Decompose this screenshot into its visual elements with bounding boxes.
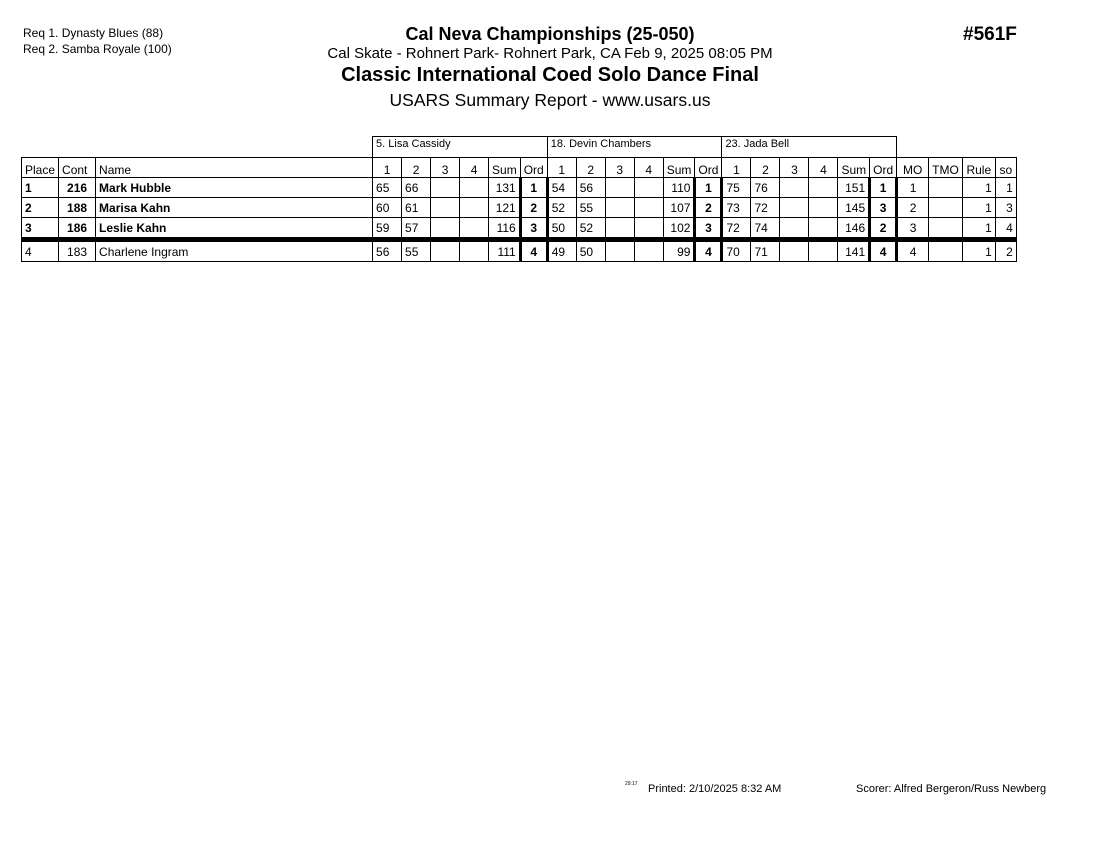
judge-1-mark-3-cell: [431, 198, 460, 218]
judge-2-ord-cell: 1: [695, 178, 722, 198]
venue-date-line: Cal Skate - Rohnert Park- Rohnert Park, CA Feb 9, 2025 08:05 PM: [327, 45, 773, 62]
judge-2-mark-1-cell: 49: [547, 240, 576, 262]
judge-3-mark-1-cell: 73: [722, 198, 751, 218]
judge-3-mark-3-cell: [780, 178, 809, 198]
judge-2-ord-cell: 4: [695, 240, 722, 262]
judge-2-mark-1-cell: 50: [547, 218, 576, 240]
judge-2-mark-2-cell: 50: [576, 240, 605, 262]
judge-3-mark-1-cell: 75: [722, 178, 751, 198]
judge-1-mark-4-cell: [460, 218, 489, 240]
so-cell: 4: [995, 218, 1016, 240]
judges-row: [22, 137, 1017, 158]
tmo-cell: [929, 198, 963, 218]
judge-1-mark-2-header: 2: [402, 158, 431, 178]
rule-cell: 1: [962, 218, 995, 240]
mo-cell: 1: [897, 178, 929, 198]
place-cell: 2: [22, 198, 59, 218]
rule-cell: 1: [962, 178, 995, 198]
so-header: so: [995, 158, 1016, 178]
name-cell: Mark Hubble: [96, 178, 373, 198]
judge-1-ord-cell: 4: [520, 240, 547, 262]
judge-2-mark-3-cell: [605, 198, 634, 218]
judge-1-mark-4-cell: [460, 198, 489, 218]
judge-3-mark-4-cell: [809, 240, 838, 262]
judge-3-mark-3-cell: [780, 198, 809, 218]
judge-3-ord-cell: 1: [870, 178, 897, 198]
judge-1-ord-cell: 2: [520, 198, 547, 218]
so-cell: 2: [995, 240, 1016, 262]
judge-1-mark-3-cell: [431, 218, 460, 240]
tmo-cell: [929, 218, 963, 240]
cont-cell: 188: [59, 198, 96, 218]
judge-1-sum-cell: 121: [489, 198, 521, 218]
judge-3-mark-2-header: 2: [751, 158, 780, 178]
judge-1-sum-header: Sum: [489, 158, 521, 178]
judge-2-sum-cell: 102: [663, 218, 695, 240]
column-header-row: [22, 158, 1017, 178]
judge-3-mark-1-cell: 70: [722, 240, 751, 262]
judge-3-mark-1-header: 1: [722, 158, 751, 178]
judge-3-sum-cell: 146: [838, 218, 870, 240]
judge-3-sum-cell: 151: [838, 178, 870, 198]
cont-header: Cont: [59, 158, 96, 178]
place-header: Place: [22, 158, 59, 178]
judge-1-sum-cell: 111: [489, 240, 521, 262]
judge-2-mark-3-cell: [605, 178, 634, 198]
judge-1-sum-cell: 116: [489, 218, 521, 240]
judge-2-mark-2-cell: 52: [576, 218, 605, 240]
judge-3-mark-1-cell: 72: [722, 218, 751, 240]
tmo-header: TMO: [929, 158, 963, 178]
judge-2-mark-4-cell: [634, 178, 663, 198]
judge-1-mark-2-cell: 57: [402, 218, 431, 240]
judge-3-mark-3-header: 3: [780, 158, 809, 178]
judge-2-mark-3-cell: [605, 218, 634, 240]
tmo-cell: [929, 240, 963, 262]
judge-3-header: 23. Jada Bell: [722, 137, 897, 158]
judge-2-mark-1-cell: 54: [547, 178, 576, 198]
judge-1-mark-3-cell: [431, 178, 460, 198]
judge-2-mark-4-cell: [634, 240, 663, 262]
cont-cell: 216: [59, 178, 96, 198]
judge-3-mark-2-cell: 72: [751, 198, 780, 218]
competition-title: Cal Neva Championships (25-050): [405, 24, 695, 44]
judge-1-mark-2-cell: 55: [402, 240, 431, 262]
judge-3-sum-cell: 141: [838, 240, 870, 262]
judge-1-mark-1-cell: 56: [373, 240, 402, 262]
name-cell: Charlene Ingram: [96, 240, 373, 262]
judge-1-mark-3-cell: [431, 240, 460, 262]
judge-1-mark-2-cell: 61: [402, 198, 431, 218]
judge-2-mark-3-cell: [605, 240, 634, 262]
judge-1-mark-4-header: 4: [460, 158, 489, 178]
mo-header: MO: [897, 158, 929, 178]
judge-2-mark-2-header: 2: [576, 158, 605, 178]
judge-3-ord-cell: 2: [870, 218, 897, 240]
judge-3-mark-2-cell: 71: [751, 240, 780, 262]
judge-2-ord-cell: 3: [695, 218, 722, 240]
judge-2-mark-2-cell: 55: [576, 198, 605, 218]
table-row: [22, 240, 1017, 262]
requirement-1: Req 1. Dynasty Blues (88): [23, 26, 164, 40]
mo-cell: 4: [897, 240, 929, 262]
event-name: Classic International Coed Solo Dance Final: [341, 64, 759, 86]
so-cell: 1: [995, 178, 1016, 198]
judge-1-header: 5. Lisa Cassidy: [373, 137, 548, 158]
judge-1-ord-header: Ord: [520, 158, 547, 178]
judge-2-mark-4-header: 4: [634, 158, 663, 178]
judge-2-mark-2-cell: 56: [576, 178, 605, 198]
judge-2-mark-1-header: 1: [547, 158, 576, 178]
so-cell: 3: [995, 198, 1016, 218]
judge-3-sum-cell: 145: [838, 198, 870, 218]
cont-cell: 183: [59, 240, 96, 262]
rule-cell: 1: [962, 198, 995, 218]
mo-cell: 2: [897, 198, 929, 218]
table-row: [22, 178, 1017, 198]
place-cell: 4: [22, 240, 59, 262]
judge-2-sum-cell: 107: [663, 198, 695, 218]
judge-2-sum-cell: 110: [663, 178, 695, 198]
printed-timestamp: Printed: 2/10/2025 8:32 AM: [648, 783, 782, 795]
scorer-line: Scorer: Alfred Bergeron/Russ Newberg: [856, 783, 1047, 795]
report-title: USARS Summary Report - www.usars.us: [389, 90, 711, 110]
judge-2-sum-header: Sum: [663, 158, 695, 178]
judge-3-mark-4-header: 4: [809, 158, 838, 178]
place-cell: 1: [22, 178, 59, 198]
cont-cell: 186: [59, 218, 96, 240]
judge-3-mark-2-cell: 76: [751, 178, 780, 198]
table-row: [22, 218, 1017, 240]
judge-2-mark-3-header: 3: [605, 158, 634, 178]
judge-1-mark-3-header: 3: [431, 158, 460, 178]
judge-1-mark-1-cell: 59: [373, 218, 402, 240]
judge-2-ord-cell: 2: [695, 198, 722, 218]
judge-2-header: 18. Devin Chambers: [547, 137, 722, 158]
judge-3-sum-header: Sum: [838, 158, 870, 178]
judge-3-ord-cell: 4: [870, 240, 897, 262]
event-number: #561F: [963, 24, 1017, 45]
judge-3-ord-header: Ord: [870, 158, 897, 178]
judge-2-sum-cell: 99: [663, 240, 695, 262]
judge-2-mark-4-cell: [634, 218, 663, 240]
judge-1-mark-4-cell: [460, 240, 489, 262]
rule-cell: 1: [962, 240, 995, 262]
judge-3-mark-2-cell: 74: [751, 218, 780, 240]
judge-1-mark-4-cell: [460, 178, 489, 198]
name-cell: Leslie Kahn: [96, 218, 373, 240]
mo-cell: 3: [897, 218, 929, 240]
judge-3-ord-cell: 3: [870, 198, 897, 218]
judge-3-mark-3-cell: [780, 240, 809, 262]
judge-1-mark-2-cell: 66: [402, 178, 431, 198]
judge-3-mark-4-cell: [809, 178, 838, 198]
name-cell: Marisa Kahn: [96, 198, 373, 218]
name-header: Name: [96, 158, 373, 178]
judge-1-mark-1-header: 1: [373, 158, 402, 178]
page-mark: 29:17: [625, 781, 638, 787]
judge-1-mark-1-cell: 65: [373, 178, 402, 198]
judge-1-sum-cell: 131: [489, 178, 521, 198]
tmo-cell: [929, 178, 963, 198]
requirement-2: Req 2. Samba Royale (100): [23, 42, 172, 56]
results-table: [21, 136, 1017, 262]
judge-1-mark-1-cell: 60: [373, 198, 402, 218]
judge-3-mark-4-cell: [809, 218, 838, 240]
rule-header: Rule: [962, 158, 995, 178]
judge-1-ord-cell: 3: [520, 218, 547, 240]
judge-1-ord-cell: 1: [520, 178, 547, 198]
judge-2-ord-header: Ord: [695, 158, 722, 178]
judge-3-mark-3-cell: [780, 218, 809, 240]
place-cell: 3: [22, 218, 59, 240]
judge-3-mark-4-cell: [809, 198, 838, 218]
judge-2-mark-1-cell: 52: [547, 198, 576, 218]
judge-2-mark-4-cell: [634, 198, 663, 218]
table-row: [22, 198, 1017, 218]
